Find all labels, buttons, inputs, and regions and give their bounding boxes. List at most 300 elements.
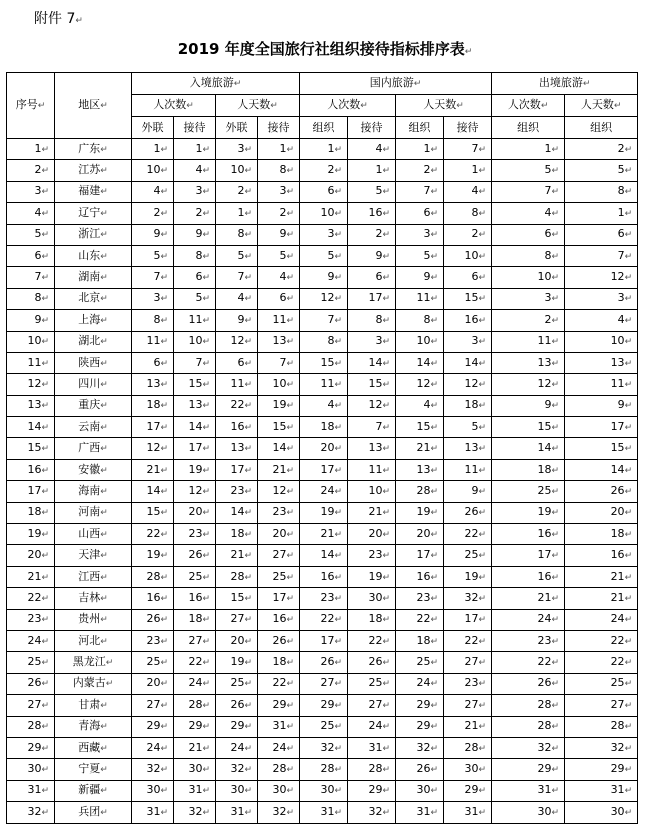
cell-domestic-days-jiedai: 6↵ — [444, 267, 492, 288]
cell-domestic-days-zuzhi: 29↵ — [396, 695, 444, 716]
cell-domestic-times-zuzhi: 23↵ — [300, 588, 348, 609]
cell-inbound-times-jiedai: 9↵ — [174, 224, 216, 245]
cell-domestic-times-zuzhi: 15↵ — [300, 352, 348, 373]
cell-inbound-times-waihui: 1↵ — [132, 139, 174, 160]
cell-domestic-days-jiedai: 26↵ — [444, 502, 492, 523]
header-domestic-person-times: 人次数↵ — [300, 95, 396, 117]
cell-outbound-days-zuzhi: 6↵ — [565, 224, 638, 245]
cell-outbound-days-zuzhi: 3↵ — [565, 288, 638, 309]
cell-inbound-times-jiedai: 27↵ — [174, 630, 216, 651]
cell-seq: 7↵ — [7, 267, 55, 288]
cell-domestic-times-jiedai: 8↵ — [348, 310, 396, 331]
cell-domestic-days-zuzhi: 17↵ — [396, 545, 444, 566]
cell-inbound-days-jiedai: 10↵ — [258, 374, 300, 395]
cell-inbound-days-waihui: 1↵ — [216, 203, 258, 224]
cell-outbound-times-zuzhi: 12↵ — [492, 374, 565, 395]
cell-inbound-times-jiedai: 20↵ — [174, 502, 216, 523]
cell-domestic-days-zuzhi: 9↵ — [396, 267, 444, 288]
cell-seq: 13↵ — [7, 395, 55, 416]
cell-inbound-days-jiedai: 4↵ — [258, 267, 300, 288]
header-outbound: 出境旅游↵ — [492, 73, 638, 95]
cell-domestic-days-jiedai: 22↵ — [444, 524, 492, 545]
cell-inbound-times-jiedai: 18↵ — [174, 609, 216, 630]
cell-region: 安徽↵ — [55, 459, 132, 480]
cell-domestic-days-zuzhi: 21↵ — [396, 438, 444, 459]
cell-outbound-days-zuzhi: 1↵ — [565, 203, 638, 224]
cell-domestic-days-jiedai: 3↵ — [444, 331, 492, 352]
cell-inbound-days-waihui: 10↵ — [216, 160, 258, 181]
header-jiedai: 接待 — [348, 117, 396, 139]
cell-inbound-times-jiedai: 19↵ — [174, 459, 216, 480]
cell-inbound-times-jiedai: 8↵ — [174, 245, 216, 266]
cell-domestic-days-zuzhi: 11↵ — [396, 288, 444, 309]
cell-domestic-days-zuzhi: 5↵ — [396, 245, 444, 266]
cell-inbound-days-jiedai: 7↵ — [258, 352, 300, 373]
cell-outbound-days-zuzhi: 11↵ — [565, 374, 638, 395]
cell-seq: 24↵ — [7, 630, 55, 651]
cell-inbound-times-waihui: 31↵ — [132, 802, 174, 823]
cell-inbound-times-jiedai: 16↵ — [174, 588, 216, 609]
cell-region: 陕西↵ — [55, 352, 132, 373]
cell-domestic-days-jiedai: 2↵ — [444, 224, 492, 245]
cell-region: 西藏↵ — [55, 737, 132, 758]
cell-outbound-times-zuzhi: 6↵ — [492, 224, 565, 245]
cell-inbound-days-jiedai: 16↵ — [258, 609, 300, 630]
cell-inbound-times-waihui: 2↵ — [132, 203, 174, 224]
cell-seq: 17↵ — [7, 481, 55, 502]
cell-outbound-days-zuzhi: 21↵ — [565, 566, 638, 587]
table-row — [7, 438, 638, 459]
table-row — [7, 780, 638, 801]
cell-domestic-times-jiedai: 26↵ — [348, 652, 396, 673]
cell-region: 重庆↵ — [55, 395, 132, 416]
table-row — [7, 331, 638, 352]
cell-domestic-days-jiedai: 14↵ — [444, 352, 492, 373]
header-jiedai: 接待 — [174, 117, 216, 139]
cell-outbound-times-zuzhi: 15↵ — [492, 417, 565, 438]
cell-outbound-times-zuzhi: 16↵ — [492, 566, 565, 587]
cell-seq: 19↵ — [7, 524, 55, 545]
cell-outbound-times-zuzhi: 14↵ — [492, 438, 565, 459]
cell-inbound-times-jiedai: 24↵ — [174, 673, 216, 694]
table-row — [7, 352, 638, 373]
cell-domestic-times-jiedai: 6↵ — [348, 267, 396, 288]
cell-domestic-times-zuzhi: 27↵ — [300, 673, 348, 694]
table-row — [7, 160, 638, 181]
table-row — [7, 310, 638, 331]
cell-outbound-days-zuzhi: 8↵ — [565, 181, 638, 202]
cell-inbound-days-waihui: 5↵ — [216, 245, 258, 266]
cell-inbound-times-jiedai: 32↵ — [174, 802, 216, 823]
cell-inbound-times-jiedai: 13↵ — [174, 395, 216, 416]
cell-domestic-days-jiedai: 18↵ — [444, 395, 492, 416]
header-region: 地区↵ — [55, 73, 132, 139]
cell-seq: 3↵ — [7, 181, 55, 202]
cell-inbound-days-waihui: 19↵ — [216, 652, 258, 673]
cell-domestic-days-zuzhi: 8↵ — [396, 310, 444, 331]
cell-inbound-times-jiedai: 15↵ — [174, 374, 216, 395]
cell-inbound-days-waihui: 23↵ — [216, 481, 258, 502]
cell-domestic-times-zuzhi: 28↵ — [300, 759, 348, 780]
cell-outbound-times-zuzhi: 1↵ — [492, 139, 565, 160]
cell-inbound-days-waihui: 18↵ — [216, 524, 258, 545]
cell-outbound-times-zuzhi: 22↵ — [492, 652, 565, 673]
cell-inbound-times-jiedai: 25↵ — [174, 566, 216, 587]
cell-inbound-times-waihui: 3↵ — [132, 288, 174, 309]
cell-domestic-days-jiedai: 28↵ — [444, 737, 492, 758]
cell-domestic-days-jiedai: 11↵ — [444, 459, 492, 480]
cell-region: 广西↵ — [55, 438, 132, 459]
table-row — [7, 459, 638, 480]
cell-region: 河北↵ — [55, 630, 132, 651]
table-row — [7, 737, 638, 758]
cell-inbound-days-waihui: 29↵ — [216, 716, 258, 737]
cell-domestic-times-zuzhi: 31↵ — [300, 802, 348, 823]
cell-outbound-days-zuzhi: 31↵ — [565, 780, 638, 801]
cell-domestic-times-jiedai: 16↵ — [348, 203, 396, 224]
cell-domestic-times-zuzhi: 19↵ — [300, 502, 348, 523]
attachment-label: 附件 7↵ — [34, 11, 83, 27]
cell-domestic-days-zuzhi: 18↵ — [396, 630, 444, 651]
header-waihui: 外联 — [216, 117, 258, 139]
cell-inbound-times-jiedai: 10↵ — [174, 331, 216, 352]
cell-inbound-days-jiedai: 32↵ — [258, 802, 300, 823]
cell-inbound-times-jiedai: 4↵ — [174, 160, 216, 181]
cell-region: 黑龙江↵ — [55, 652, 132, 673]
cell-inbound-days-waihui: 2↵ — [216, 181, 258, 202]
cell-inbound-times-jiedai: 14↵ — [174, 417, 216, 438]
cell-domestic-times-zuzhi: 29↵ — [300, 695, 348, 716]
cell-inbound-days-jiedai: 15↵ — [258, 417, 300, 438]
cell-inbound-days-jiedai: 6↵ — [258, 288, 300, 309]
cell-outbound-times-zuzhi: 29↵ — [492, 759, 565, 780]
cell-inbound-times-jiedai: 23↵ — [174, 524, 216, 545]
cell-seq: 21↵ — [7, 566, 55, 587]
cell-outbound-times-zuzhi: 7↵ — [492, 181, 565, 202]
cell-domestic-times-zuzhi: 25↵ — [300, 716, 348, 737]
table-row — [7, 588, 638, 609]
cell-domestic-days-jiedai: 25↵ — [444, 545, 492, 566]
cell-inbound-times-jiedai: 26↵ — [174, 545, 216, 566]
cell-inbound-times-waihui: 25↵ — [132, 652, 174, 673]
cell-inbound-times-waihui: 5↵ — [132, 245, 174, 266]
cell-inbound-times-waihui: 18↵ — [132, 395, 174, 416]
cell-outbound-times-zuzhi: 24↵ — [492, 609, 565, 630]
cell-outbound-times-zuzhi: 23↵ — [492, 630, 565, 651]
cell-inbound-days-waihui: 17↵ — [216, 459, 258, 480]
cell-inbound-days-jiedai: 29↵ — [258, 695, 300, 716]
cell-domestic-times-zuzhi: 17↵ — [300, 630, 348, 651]
cell-domestic-times-jiedai: 13↵ — [348, 438, 396, 459]
cell-domestic-days-zuzhi: 13↵ — [396, 459, 444, 480]
cell-seq: 26↵ — [7, 673, 55, 694]
cell-outbound-times-zuzhi: 13↵ — [492, 352, 565, 373]
cell-inbound-days-waihui: 13↵ — [216, 438, 258, 459]
cell-domestic-times-zuzhi: 1↵ — [300, 139, 348, 160]
table-row — [7, 203, 638, 224]
cell-outbound-days-zuzhi: 26↵ — [565, 481, 638, 502]
cell-outbound-days-zuzhi: 24↵ — [565, 609, 638, 630]
cell-inbound-times-jiedai: 3↵ — [174, 181, 216, 202]
cell-inbound-days-jiedai: 3↵ — [258, 181, 300, 202]
cell-domestic-days-zuzhi: 19↵ — [396, 502, 444, 523]
cell-inbound-days-waihui: 21↵ — [216, 545, 258, 566]
cell-domestic-days-jiedai: 30↵ — [444, 759, 492, 780]
cell-inbound-days-jiedai: 1↵ — [258, 139, 300, 160]
cell-domestic-days-zuzhi: 1↵ — [396, 139, 444, 160]
cell-domestic-days-jiedai: 13↵ — [444, 438, 492, 459]
cell-outbound-times-zuzhi: 2↵ — [492, 310, 565, 331]
header-inbound-person-times: 人次数↵ — [132, 95, 216, 117]
cell-domestic-days-jiedai: 29↵ — [444, 780, 492, 801]
cell-inbound-times-waihui: 22↵ — [132, 524, 174, 545]
cell-domestic-days-jiedai: 23↵ — [444, 673, 492, 694]
cell-inbound-times-waihui: 20↵ — [132, 673, 174, 694]
cell-region: 甘肃↵ — [55, 695, 132, 716]
cell-domestic-times-zuzhi: 16↵ — [300, 566, 348, 587]
cell-domestic-days-zuzhi: 15↵ — [396, 417, 444, 438]
header-domestic-person-days: 人天数↵ — [396, 95, 492, 117]
cell-domestic-days-zuzhi: 2↵ — [396, 160, 444, 181]
cell-outbound-times-zuzhi: 28↵ — [492, 695, 565, 716]
cell-outbound-days-zuzhi: 15↵ — [565, 438, 638, 459]
cell-domestic-days-jiedai: 8↵ — [444, 203, 492, 224]
cell-inbound-times-waihui: 16↵ — [132, 588, 174, 609]
cell-inbound-days-waihui: 4↵ — [216, 288, 258, 309]
cell-domestic-days-zuzhi: 31↵ — [396, 802, 444, 823]
cell-outbound-days-zuzhi: 10↵ — [565, 331, 638, 352]
cell-seq: 18↵ — [7, 502, 55, 523]
cell-domestic-days-zuzhi: 30↵ — [396, 780, 444, 801]
cell-inbound-days-waihui: 14↵ — [216, 502, 258, 523]
cell-inbound-times-waihui: 17↵ — [132, 417, 174, 438]
cell-inbound-times-waihui: 7↵ — [132, 267, 174, 288]
cell-seq: 16↵ — [7, 459, 55, 480]
header-zuzhi: 组织 — [565, 117, 638, 139]
cell-domestic-days-zuzhi: 24↵ — [396, 673, 444, 694]
cell-seq: 8↵ — [7, 288, 55, 309]
table-row — [7, 181, 638, 202]
cell-inbound-times-waihui: 8↵ — [132, 310, 174, 331]
cell-inbound-days-jiedai: 22↵ — [258, 673, 300, 694]
cell-inbound-days-waihui: 12↵ — [216, 331, 258, 352]
cell-seq: 32↵ — [7, 802, 55, 823]
cell-inbound-days-jiedai: 26↵ — [258, 630, 300, 651]
table-row — [7, 288, 638, 309]
cell-domestic-times-jiedai: 22↵ — [348, 630, 396, 651]
cell-inbound-times-waihui: 28↵ — [132, 566, 174, 587]
cell-inbound-days-waihui: 6↵ — [216, 352, 258, 373]
cell-outbound-days-zuzhi: 21↵ — [565, 588, 638, 609]
cell-outbound-times-zuzhi: 30↵ — [492, 802, 565, 823]
table-row — [7, 630, 638, 651]
cell-inbound-days-waihui: 26↵ — [216, 695, 258, 716]
cell-inbound-days-waihui: 31↵ — [216, 802, 258, 823]
cell-inbound-times-waihui: 14↵ — [132, 481, 174, 502]
cell-inbound-days-waihui: 32↵ — [216, 759, 258, 780]
cell-outbound-times-zuzhi: 21↵ — [492, 588, 565, 609]
table-row — [7, 417, 638, 438]
cell-outbound-days-zuzhi: 20↵ — [565, 502, 638, 523]
cell-domestic-times-zuzhi: 10↵ — [300, 203, 348, 224]
cell-region: 山西↵ — [55, 524, 132, 545]
cell-region: 河南↵ — [55, 502, 132, 523]
cell-domestic-times-jiedai: 15↵ — [348, 374, 396, 395]
cell-inbound-times-jiedai: 11↵ — [174, 310, 216, 331]
cell-outbound-days-zuzhi: 22↵ — [565, 630, 638, 651]
header-waihui: 外联 — [132, 117, 174, 139]
cell-domestic-days-zuzhi: 32↵ — [396, 737, 444, 758]
cell-outbound-days-zuzhi: 4↵ — [565, 310, 638, 331]
cell-region: 北京↵ — [55, 288, 132, 309]
cell-inbound-times-jiedai: 5↵ — [174, 288, 216, 309]
cell-inbound-days-jiedai: 12↵ — [258, 481, 300, 502]
cell-seq: 5↵ — [7, 224, 55, 245]
cell-region: 青海↵ — [55, 716, 132, 737]
cell-domestic-days-zuzhi: 10↵ — [396, 331, 444, 352]
cell-region: 贵州↵ — [55, 609, 132, 630]
cell-inbound-days-jiedai: 31↵ — [258, 716, 300, 737]
cell-domestic-times-zuzhi: 2↵ — [300, 160, 348, 181]
cell-domestic-days-jiedai: 17↵ — [444, 609, 492, 630]
cell-domestic-days-jiedai: 10↵ — [444, 245, 492, 266]
cell-inbound-days-waihui: 3↵ — [216, 139, 258, 160]
cell-domestic-times-zuzhi: 14↵ — [300, 545, 348, 566]
cell-inbound-times-jiedai: 12↵ — [174, 481, 216, 502]
cell-seq: 6↵ — [7, 245, 55, 266]
cell-outbound-times-zuzhi: 4↵ — [492, 203, 565, 224]
cell-inbound-days-waihui: 8↵ — [216, 224, 258, 245]
table-row — [7, 139, 638, 160]
cell-domestic-times-jiedai: 17↵ — [348, 288, 396, 309]
cell-inbound-days-jiedai: 24↵ — [258, 737, 300, 758]
cell-domestic-times-jiedai: 4↵ — [348, 139, 396, 160]
cell-domestic-times-jiedai: 19↵ — [348, 566, 396, 587]
cell-domestic-days-zuzhi: 29↵ — [396, 716, 444, 737]
table-row — [7, 759, 638, 780]
cell-domestic-days-jiedai: 4↵ — [444, 181, 492, 202]
cell-region: 宁夏↵ — [55, 759, 132, 780]
cell-outbound-times-zuzhi: 10↵ — [492, 267, 565, 288]
cell-region: 吉林↵ — [55, 588, 132, 609]
cell-domestic-times-jiedai: 27↵ — [348, 695, 396, 716]
cell-domestic-days-jiedai: 32↵ — [444, 588, 492, 609]
cell-inbound-days-jiedai: 18↵ — [258, 652, 300, 673]
cell-domestic-times-zuzhi: 8↵ — [300, 331, 348, 352]
cell-domestic-times-jiedai: 1↵ — [348, 160, 396, 181]
cell-seq: 11↵ — [7, 352, 55, 373]
cell-domestic-times-zuzhi: 7↵ — [300, 310, 348, 331]
cell-inbound-times-jiedai: 31↵ — [174, 780, 216, 801]
cell-inbound-times-waihui: 9↵ — [132, 224, 174, 245]
cell-region: 云南↵ — [55, 417, 132, 438]
cell-domestic-times-zuzhi: 26↵ — [300, 652, 348, 673]
cell-inbound-days-jiedai: 23↵ — [258, 502, 300, 523]
cell-outbound-days-zuzhi: 22↵ — [565, 652, 638, 673]
cell-domestic-days-zuzhi: 16↵ — [396, 566, 444, 587]
cell-region: 浙江↵ — [55, 224, 132, 245]
cell-inbound-times-jiedai: 30↵ — [174, 759, 216, 780]
header-outbound-person-times: 人次数↵ — [492, 95, 565, 117]
cell-outbound-days-zuzhi: 14↵ — [565, 459, 638, 480]
cell-inbound-times-jiedai: 29↵ — [174, 716, 216, 737]
cell-domestic-times-jiedai: 23↵ — [348, 545, 396, 566]
cell-region: 江苏↵ — [55, 160, 132, 181]
cell-domestic-times-zuzhi: 30↵ — [300, 780, 348, 801]
cell-inbound-days-jiedai: 30↵ — [258, 780, 300, 801]
cell-outbound-times-zuzhi: 16↵ — [492, 524, 565, 545]
cell-domestic-times-jiedai: 2↵ — [348, 224, 396, 245]
cell-domestic-times-zuzhi: 11↵ — [300, 374, 348, 395]
cell-inbound-days-jiedai: 28↵ — [258, 759, 300, 780]
cell-inbound-days-jiedai: 2↵ — [258, 203, 300, 224]
header-zuzhi: 组织 — [492, 117, 565, 139]
header-zuzhi: 组织 — [396, 117, 444, 139]
cell-domestic-times-zuzhi: 18↵ — [300, 417, 348, 438]
cell-inbound-days-jiedai: 21↵ — [258, 459, 300, 480]
cell-domestic-times-jiedai: 10↵ — [348, 481, 396, 502]
cell-domestic-times-jiedai: 7↵ — [348, 417, 396, 438]
page-title: 2019 年度全国旅行社组织接待指标排序表↵ — [177, 40, 473, 58]
cell-domestic-days-jiedai: 15↵ — [444, 288, 492, 309]
cell-domestic-times-zuzhi: 9↵ — [300, 267, 348, 288]
cell-domestic-days-zuzhi: 20↵ — [396, 524, 444, 545]
table-row — [7, 245, 638, 266]
cell-inbound-days-jiedai: 13↵ — [258, 331, 300, 352]
cell-seq: 23↵ — [7, 609, 55, 630]
cell-domestic-days-zuzhi: 14↵ — [396, 352, 444, 373]
cell-inbound-days-waihui: 9↵ — [216, 310, 258, 331]
cell-inbound-times-waihui: 26↵ — [132, 609, 174, 630]
cell-domestic-times-jiedai: 5↵ — [348, 181, 396, 202]
cell-outbound-times-zuzhi: 32↵ — [492, 737, 565, 758]
table-row — [7, 609, 638, 630]
cell-inbound-times-waihui: 19↵ — [132, 545, 174, 566]
cell-outbound-times-zuzhi: 5↵ — [492, 160, 565, 181]
cell-outbound-days-zuzhi: 32↵ — [565, 737, 638, 758]
cell-seq: 29↵ — [7, 737, 55, 758]
cell-domestic-times-zuzhi: 3↵ — [300, 224, 348, 245]
cell-domestic-days-zuzhi: 25↵ — [396, 652, 444, 673]
cell-domestic-times-zuzhi: 4↵ — [300, 395, 348, 416]
cell-domestic-times-jiedai: 14↵ — [348, 352, 396, 373]
cell-seq: 28↵ — [7, 716, 55, 737]
cell-outbound-days-zuzhi: 9↵ — [565, 395, 638, 416]
cell-domestic-days-zuzhi: 28↵ — [396, 481, 444, 502]
cell-inbound-days-waihui: 24↵ — [216, 737, 258, 758]
cell-region: 广东↵ — [55, 139, 132, 160]
cell-outbound-days-zuzhi: 7↵ — [565, 245, 638, 266]
cell-inbound-times-jiedai: 22↵ — [174, 652, 216, 673]
cell-inbound-times-waihui: 30↵ — [132, 780, 174, 801]
cell-inbound-days-jiedai: 9↵ — [258, 224, 300, 245]
cell-outbound-days-zuzhi: 17↵ — [565, 417, 638, 438]
cell-inbound-days-jiedai: 11↵ — [258, 310, 300, 331]
table-row — [7, 524, 638, 545]
cell-seq: 25↵ — [7, 652, 55, 673]
cell-seq: 20↵ — [7, 545, 55, 566]
cell-domestic-days-jiedai: 21↵ — [444, 716, 492, 737]
table-row — [7, 695, 638, 716]
cell-region: 海南↵ — [55, 481, 132, 502]
cell-region: 江西↵ — [55, 566, 132, 587]
cell-region: 内蒙古↵ — [55, 673, 132, 694]
cell-domestic-days-jiedai: 1↵ — [444, 160, 492, 181]
cell-outbound-days-zuzhi: 13↵ — [565, 352, 638, 373]
cell-seq: 1↵ — [7, 139, 55, 160]
cell-domestic-days-zuzhi: 3↵ — [396, 224, 444, 245]
cell-inbound-days-waihui: 7↵ — [216, 267, 258, 288]
